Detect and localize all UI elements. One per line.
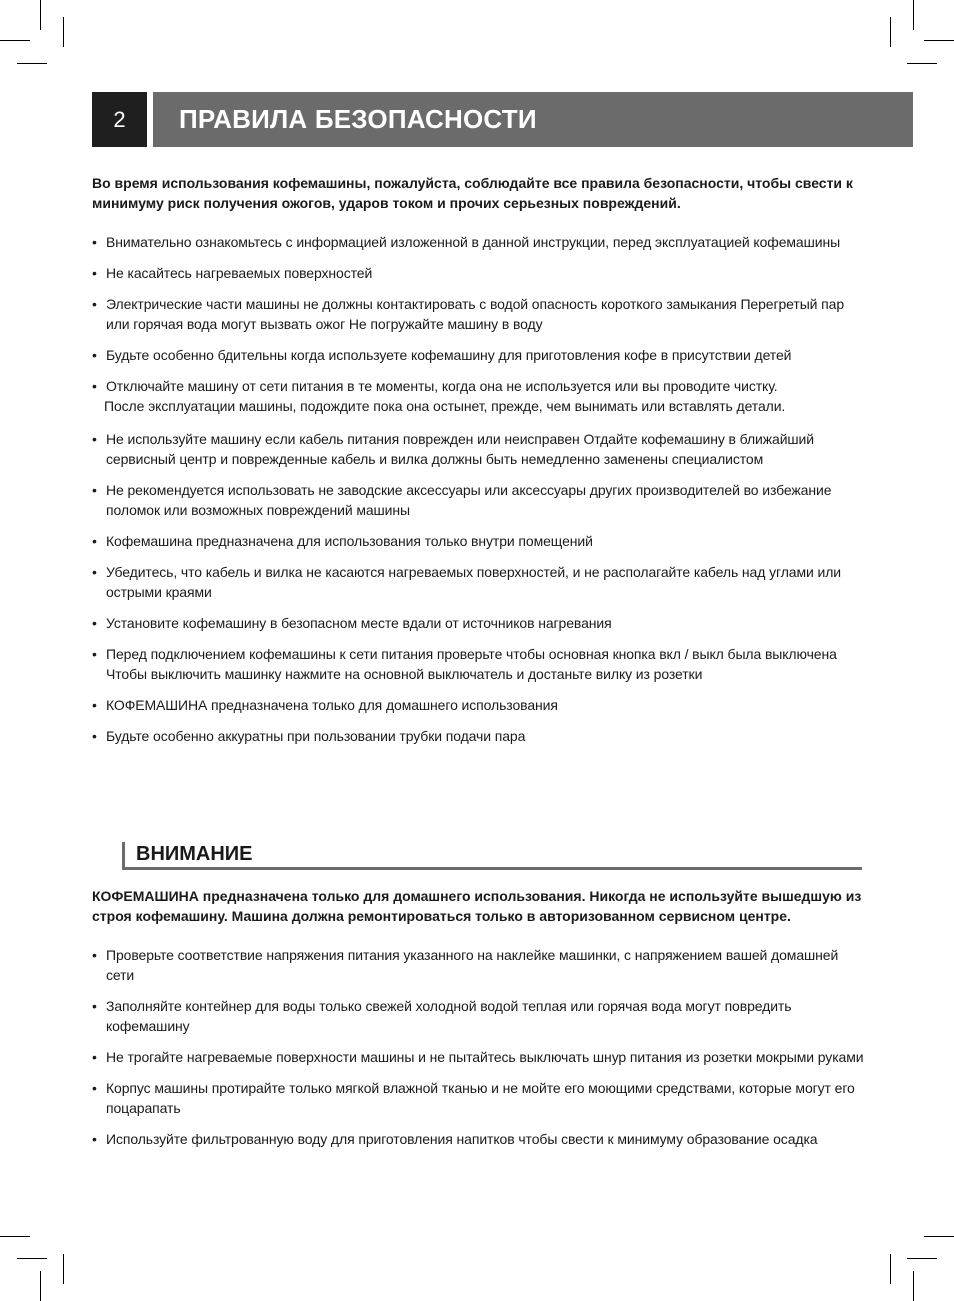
crop-mark	[63, 1254, 64, 1284]
crop-mark	[63, 17, 64, 47]
crop-mark	[907, 1258, 937, 1259]
crop-mark	[913, 1271, 914, 1301]
page-header	[92, 92, 913, 147]
list-item: • Кофемашина предназначена для использования только внутри помещений	[92, 531, 867, 551]
list-item: • Перед подключением кофемашины к сети питания проверьте чтобы основная кнопка вкл / выкл была выключена Чтобы выключить машинку нажмите на основной выключатель и достаньте вилку из розетки	[92, 644, 867, 684]
crop-mark	[890, 1254, 891, 1284]
list-item: • Проверьте соответствие напряжения питания указанного на наклейке машинки, с напряжением вашей домашней сети	[92, 945, 867, 985]
crop-mark	[17, 1258, 47, 1259]
list-item: • Не используйте машину если кабель питания поврежден или неисправен Отдайте кофемашину в ближайший сервисный центр и поврежденные кабель и вилка должны быть немедленно заменены специалистом	[92, 429, 867, 469]
list-item: • Не трогайте нагреваемые поверхности машины и не пытайтесь выключать шнур питания из розетки мокрыми руками	[92, 1047, 867, 1067]
list-item: • Будьте особенно бдительны когда используете кофемашину для приготовления кофе в присутствии детей	[92, 345, 867, 365]
list-item: • Установите кофемашину в безопасном месте вдали от источников нагревания	[92, 613, 867, 633]
list-item: • Электрические части машины не должны контактировать с водой опасность короткого замыкания Перегретый пар или горячая вода могут вызвать ожог Не погружайте машину в воду	[92, 294, 867, 334]
crop-mark	[40, 0, 41, 30]
crop-mark	[17, 63, 47, 64]
warning-intro: КОФЕМАШИНА предназначена только для домашнего использования. Никогда не используйте вышедшую из строя кофемашину. Машина должна ремонтироваться только в авторизованном сервисном центре.	[92, 888, 862, 924]
crop-mark	[924, 1236, 954, 1237]
crop-mark	[907, 63, 937, 64]
heading-underline	[122, 867, 862, 870]
list-item: • Заполняйте контейнер для воды только свежей холодной водой теплая или горячая вода могут повредить кофемашину	[92, 996, 867, 1036]
heading-accent-bar	[122, 842, 125, 870]
list-item: • КОФЕМАШИНА предназначена только для домашнего использования	[92, 695, 867, 715]
crop-mark	[890, 17, 891, 47]
warning-title: ВНИМАНИЕ	[136, 843, 253, 865]
page-title: ПРАВИЛА БЕЗОПАСНОСТИ	[153, 92, 913, 147]
page-number: 2	[92, 92, 147, 147]
crop-mark	[924, 40, 954, 41]
list-item: • Внимательно ознакомьтесь с информацией изложенной в данной инструкции, перед эксплуатацией кофемашины	[92, 232, 867, 252]
crop-mark	[40, 1271, 41, 1301]
list-item-continuation: После эксплуатации машины, подождите пока она остынет, прежде, чем вынимать или вставлять детали.	[104, 398, 786, 414]
list-item: • Отключайте машину от сети питания в те моменты, когда она не используется или вы проводите чистку. После эксплуатации машины, подождите пока она остынет, прежде, чем вынимать или вставлять детали.	[92, 376, 867, 416]
warning-list	[92, 945, 867, 1160]
warning-heading	[122, 840, 862, 870]
list-item: • Убедитесь, что кабель и вилка не касаются нагреваемых поверхностей, и не располагайте кабель над углами или острыми краями	[92, 562, 867, 602]
list-item: • Используйте фильтрованную воду для приготовления напитков чтобы свести к минимуму образование осадка	[92, 1129, 867, 1149]
crop-mark	[0, 1236, 30, 1237]
crop-mark	[0, 40, 30, 41]
list-item: • Не касайтесь нагреваемых поверхностей	[92, 263, 867, 283]
list-item: • Будьте особенно аккуратны при пользовании трубки подачи пара	[92, 726, 867, 746]
safety-list	[92, 232, 867, 757]
safety-intro: Во время использования кофемашины, пожалуйста, соблюдайте все правила безопасности, чтобы свести к минимуму риск получения ожогов, ударов током и прочих серьезных повреждений.	[92, 175, 853, 211]
list-item: • Корпус машины протирайте только мягкой влажной тканью и не мойте его моющими средствами, которые могут его поцарапать	[92, 1078, 867, 1118]
list-item: • Не рекомендуется использовать не заводские аксессуары или аксессуары других производителей во избежание поломок или возможных повреждений машины	[92, 480, 867, 520]
crop-mark	[913, 0, 914, 30]
